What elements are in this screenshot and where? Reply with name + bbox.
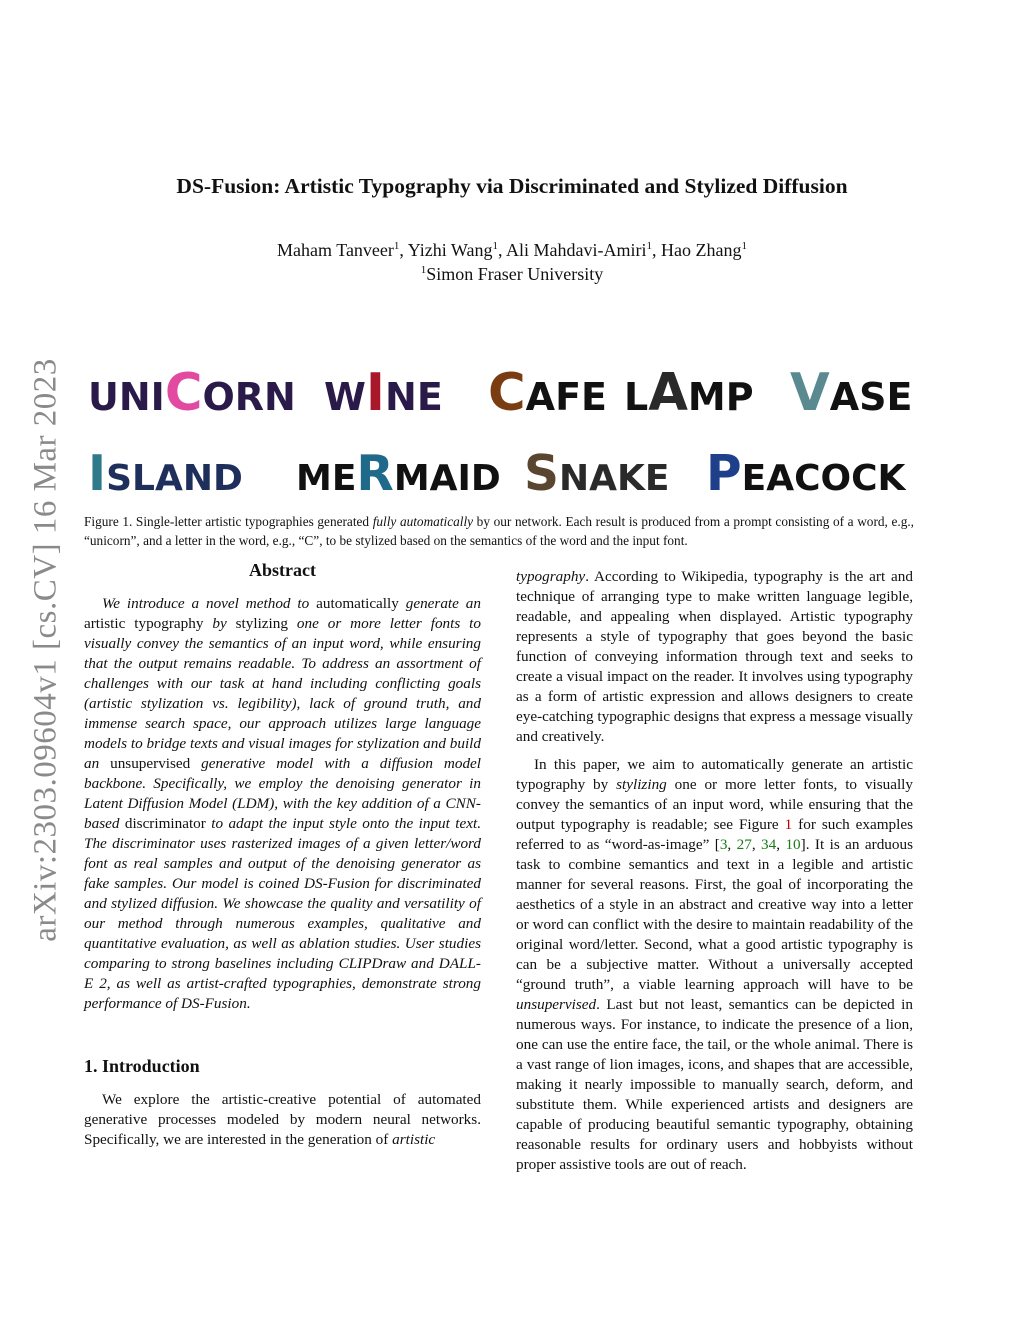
introduction-paragraph: We explore the artistic-creative potential of automated generative processes modeled by modern neural networks. Specifically, we are interested in the generation of artistic xyxy=(84,1091,481,1148)
paper-title: DS-Fusion: Artistic Typography via Discriminated and Stylized Diffusion xyxy=(176,174,848,198)
typography-word xyxy=(488,363,607,423)
figure-row-1 xyxy=(88,363,912,423)
stylized-letter: P xyxy=(706,446,742,502)
left-column xyxy=(84,560,481,1150)
right-paragraph-2: In this paper, we aim to automatically generate an artistic typography by stylizing one or more letter fonts, to visually convey the semantics of an input word, while ensuring that the output typography is readable; see Figure 1 for such examples referred to as “word-as-image” [3, 27, 34, 10]. It is an arduous task to combine semantics and text in a legible and artistic manner for several reasons. First, the goal of incorporating the aesthetics of a style in an abstract and creative way into a letter or word can conflict with the desire to maintain readability of the original word/letter. Second, what a good artistic typography is can be a subjective matter. Without a universally accepted “ground truth”, a viable learning approach will have to be unsupervised. Last but not least, semantics can be depicted in numerous ways. For instance, to indicate the presence of a lion, one can use the entire face, the tail, or the whole animal. There is a vast range of lion images, icons, and shapes that are accessible, making it nearly impossible to manually search, deform, and substitute them. While experienced artists and designers are capable of producing beautiful semantic typography, obtaining reasonable results for ordinary users and hobbyists without proper assistive tools are out of reach. xyxy=(516,756,914,1173)
author-name: Maham Tanveer xyxy=(277,240,394,260)
author-separator: , xyxy=(399,240,408,260)
word-part: ORN xyxy=(202,375,296,419)
abstract-body: We introduce a novel method to automatically generate an artistic typography by stylizing one or more letter fonts to visually convey the semantics of an input word, while ensuring that the output remains readable. To address an assortment of challenges with our task at hand including conflicting goals (artistic stylization vs. legibility), lack of ground truth, and immense search space, our approach utilizes large language models to bridge texts and visual images for stylization and build an unsupervised generative model with a diffusion model backbone. Specifically, we employ the denoising generator in Latent Diffusion Model (LDM), with the key addition of a CNN-based discriminator to adapt the input style onto the input text. The discriminator uses rasterized images of a given letter/word font as real samples and output of the denoising generator as fake samples. Our model is coined DS-Fusion for discriminated and stylized diffusion. We showcase the quality and versatility of our method through numerous examples, qualitative and quantitative evaluation, as well as ablation studies. User studies comparing to strong baselines including CLIPDraw and DALL-E 2, as well as artist-crafted typographies, demonstrate strong performance of DS-Fusion. xyxy=(84,595,482,1012)
word-part: W xyxy=(324,375,366,419)
typography-word xyxy=(88,446,243,502)
author-separator: , xyxy=(651,240,661,260)
word-part: AFE xyxy=(525,375,607,419)
typography-word xyxy=(706,446,907,502)
figure-reference[interactable]: 1 xyxy=(784,816,793,833)
author-name: Yizhi Wang xyxy=(407,240,493,260)
author-affiliation-marker: 1 xyxy=(492,240,498,252)
author-affiliation-marker: 1 xyxy=(646,240,652,252)
word-part: NE xyxy=(385,375,443,419)
right-column xyxy=(516,567,913,1175)
word-part: EACOCK xyxy=(741,458,906,499)
word-part: SLAND xyxy=(106,458,243,499)
introduction-heading: 1. Introduction xyxy=(84,1056,200,1076)
author-affiliation-marker: 1 xyxy=(393,240,400,252)
citation-link[interactable]: 27 xyxy=(736,836,752,853)
typography-word xyxy=(324,363,443,423)
typography-word xyxy=(624,363,754,423)
stylized-letter: S xyxy=(524,446,559,502)
typography-word xyxy=(790,363,912,423)
author-separator: , xyxy=(497,240,506,260)
citation-link[interactable]: 10 xyxy=(785,836,801,853)
citation-link[interactable]: 3 xyxy=(719,836,728,853)
word-part: NAKE xyxy=(559,458,670,499)
affiliation xyxy=(0,264,1024,285)
figure-row-2 xyxy=(88,446,907,502)
stylized-letter: I xyxy=(88,446,107,502)
word-part: MAID xyxy=(393,458,501,499)
stylized-letter: R xyxy=(356,446,394,502)
author-name: Hao Zhang xyxy=(660,240,742,260)
stylized-letter: C xyxy=(488,363,526,423)
citation-link[interactable]: 34 xyxy=(761,836,777,853)
author-name: Ali Mahdavi-Amiri xyxy=(505,240,647,260)
word-part: MP xyxy=(687,375,754,419)
stylized-letter: A xyxy=(648,363,688,423)
author-affiliation-marker: 1 xyxy=(741,240,747,252)
affiliation-name: Simon Fraser University xyxy=(426,264,604,284)
abstract-heading: Abstract xyxy=(249,560,316,580)
typography-word xyxy=(88,363,296,423)
figure-1-typography-grid xyxy=(84,332,914,504)
word-part: ASE xyxy=(829,375,913,419)
stylized-letter: C xyxy=(164,363,203,423)
word-part: ME xyxy=(296,458,357,499)
word-part: L xyxy=(624,375,649,419)
typography-word xyxy=(296,446,501,502)
stylized-letter: I xyxy=(365,363,386,423)
typography-word xyxy=(524,446,669,502)
stylized-letter: V xyxy=(790,363,830,423)
figure-1-caption: Figure 1. Single-letter artistic typographies generated fully automatically by our network. Each result is produced from a prompt consisting of a word, e.g., “unicorn”, and a letter in the word, e.g., “C”, to be stylized based on the semantics of the word and the input font. xyxy=(84,514,914,548)
right-paragraph-1: typography. According to Wikipedia, typography is the art and technique of arranging type to make written language legible, readable, and appealing when displayed. Artistic typography represents a style of typography that goes beyond the basic function of conveying information through text and seeks to create a visual impact on the reader. It involves using typography as a form of artistic expression and allows designers to create eye-catching typographic designs that express a message visually and creatively. xyxy=(516,568,913,745)
affiliation-marker: 1 xyxy=(420,264,427,276)
arxiv-sidebar-stamp: arXiv:2303.09604v1 [cs.CV] 16 Mar 2023 xyxy=(27,358,64,942)
author-list xyxy=(0,240,1024,261)
word-part: UNI xyxy=(88,375,165,419)
